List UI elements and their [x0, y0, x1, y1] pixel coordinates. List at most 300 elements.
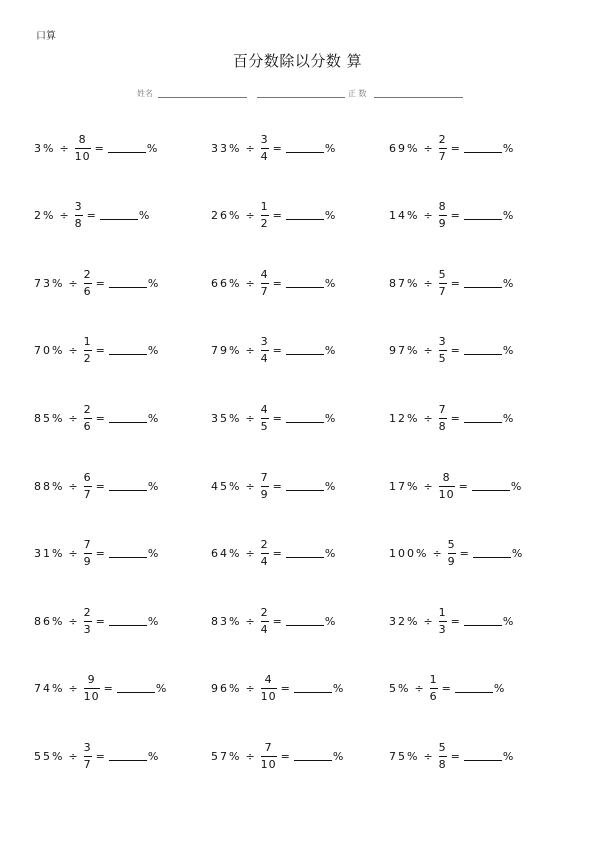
equals-sign: =: [441, 682, 451, 696]
equals-sign: =: [450, 344, 460, 358]
fraction-denominator: 2: [260, 217, 269, 231]
fraction-numerator: 4: [260, 402, 269, 416]
percent-sign: %: [324, 411, 336, 425]
percent-value: 69%: [389, 141, 420, 155]
percent-sign: %: [147, 411, 159, 425]
fraction-numerator: 4: [264, 673, 273, 687]
fraction-numerator: 1: [438, 605, 447, 619]
problem-item: [389, 128, 513, 168]
percent-sign: %: [138, 209, 150, 223]
answer-blank[interactable]: [108, 152, 146, 153]
problem-item: [34, 669, 166, 709]
fraction: [439, 133, 447, 164]
fraction-numerator: 3: [260, 335, 269, 349]
problem-item: [211, 466, 335, 506]
equals-sign: =: [272, 547, 282, 561]
fraction-bar: [448, 553, 456, 554]
answer-blank[interactable]: [117, 692, 155, 693]
fraction-denominator: 8: [74, 217, 83, 231]
percent-sign: %: [511, 547, 523, 561]
fraction-bar: [261, 418, 269, 419]
fraction-bar: [430, 688, 438, 689]
answer-blank[interactable]: [464, 287, 502, 288]
fraction-bar: [261, 215, 269, 216]
answer-blank[interactable]: [464, 219, 502, 220]
fraction-numerator: 7: [260, 470, 269, 484]
divide-sign: ÷: [68, 411, 78, 425]
fraction-bar: [84, 553, 92, 554]
answer-blank[interactable]: [286, 557, 324, 558]
fraction-bar: [261, 553, 269, 554]
percent-sign: %: [147, 547, 159, 561]
percent-value: 45%: [211, 479, 242, 493]
answer-blank[interactable]: [464, 422, 502, 423]
fraction-bar: [75, 215, 83, 216]
percent-sign: %: [147, 749, 159, 763]
divide-sign: ÷: [68, 749, 78, 763]
divide-sign: ÷: [59, 209, 69, 223]
percent-value: 32%: [389, 614, 420, 628]
percent-value: 86%: [34, 614, 65, 628]
fraction: [261, 335, 269, 366]
fraction-numerator: 5: [438, 267, 447, 281]
date-line[interactable]: [257, 97, 345, 98]
percent-sign: %: [332, 682, 344, 696]
divide-sign: ÷: [423, 276, 433, 290]
equals-sign: =: [459, 547, 469, 561]
percent-sign: %: [502, 749, 514, 763]
fraction: [439, 335, 447, 366]
problem-item: [34, 263, 158, 303]
answer-blank[interactable]: [109, 287, 147, 288]
fraction-bar: [439, 756, 447, 757]
fraction: [261, 673, 277, 704]
percent-sign: %: [147, 276, 159, 290]
fraction-bar: [261, 756, 277, 757]
fraction-denominator: 7: [83, 757, 92, 771]
fraction: [84, 403, 92, 434]
page-title: 百分数除以分数 算: [232, 52, 363, 70]
percent-value: 35%: [211, 411, 242, 425]
fraction-denominator: 10: [260, 690, 277, 704]
equals-sign: =: [86, 209, 96, 223]
fraction: [84, 335, 92, 366]
problem-item: [211, 534, 335, 574]
answer-blank[interactable]: [109, 760, 147, 761]
equals-sign: =: [94, 141, 104, 155]
percent-sign: %: [324, 141, 336, 155]
fraction-bar: [261, 486, 269, 487]
divide-sign: ÷: [68, 682, 78, 696]
problem-item: [389, 331, 513, 371]
fraction-numerator: 6: [83, 470, 92, 484]
fraction-numerator: 3: [83, 740, 92, 754]
fraction-numerator: 7: [83, 538, 92, 552]
problem-item: [389, 534, 522, 574]
percent-value: 83%: [211, 614, 242, 628]
equals-sign: =: [103, 682, 113, 696]
divide-sign: ÷: [245, 749, 255, 763]
answer-blank[interactable]: [464, 760, 502, 761]
answer-blank[interactable]: [286, 490, 324, 491]
percent-value: 73%: [34, 276, 65, 290]
name-line[interactable]: [158, 97, 247, 98]
fraction: [439, 606, 447, 637]
correct-count-label: 正 数: [348, 89, 367, 98]
percent-value: 85%: [34, 411, 65, 425]
fraction-numerator: 5: [438, 740, 447, 754]
divide-sign: ÷: [68, 479, 78, 493]
percent-value: 12%: [389, 411, 420, 425]
fraction-numerator: 8: [438, 200, 447, 214]
percent-sign: %: [324, 547, 336, 561]
fraction-denominator: 10: [83, 690, 100, 704]
percent-value: 26%: [211, 209, 242, 223]
fraction-denominator: 10: [260, 757, 277, 771]
percent-sign: %: [147, 344, 159, 358]
problem-item: [34, 196, 149, 236]
percent-sign: %: [146, 141, 158, 155]
divide-sign: ÷: [245, 479, 255, 493]
equals-sign: =: [95, 749, 105, 763]
percent-sign: %: [502, 614, 514, 628]
fraction: [261, 403, 269, 434]
correct-count-line[interactable]: [374, 97, 463, 98]
divide-sign: ÷: [423, 344, 433, 358]
fraction: [261, 606, 269, 637]
answer-blank[interactable]: [109, 557, 147, 558]
fraction-bar: [261, 350, 269, 351]
percent-sign: %: [324, 344, 336, 358]
fraction-numerator: 1: [83, 335, 92, 349]
fraction: [261, 133, 269, 164]
fraction: [84, 606, 92, 637]
fraction-bar: [261, 688, 277, 689]
percent-sign: %: [502, 344, 514, 358]
equals-sign: =: [450, 209, 460, 223]
fraction-denominator: 7: [83, 487, 92, 501]
problem-item: [34, 534, 158, 574]
fraction: [261, 741, 277, 772]
fraction-denominator: 6: [83, 284, 92, 298]
equals-sign: =: [272, 209, 282, 223]
problem-item: [211, 263, 335, 303]
fraction-numerator: 2: [83, 402, 92, 416]
percent-value: 55%: [34, 749, 65, 763]
percent-value: 64%: [211, 547, 242, 561]
problem-item: [389, 263, 513, 303]
answer-blank[interactable]: [464, 354, 502, 355]
fraction-denominator: 9: [260, 487, 269, 501]
equals-sign: =: [280, 749, 290, 763]
divide-sign: ÷: [423, 209, 433, 223]
fraction: [261, 200, 269, 231]
fraction-bar: [84, 283, 92, 284]
percent-value: 97%: [389, 344, 420, 358]
problem-item: [389, 601, 513, 641]
fraction-denominator: 5: [438, 352, 447, 366]
percent-value: 66%: [211, 276, 242, 290]
answer-blank[interactable]: [286, 422, 324, 423]
equals-sign: =: [450, 276, 460, 290]
problem-item: [34, 331, 158, 371]
divide-sign: ÷: [423, 614, 433, 628]
percent-sign: %: [324, 479, 336, 493]
equals-sign: =: [450, 614, 460, 628]
fraction: [75, 200, 83, 231]
divide-sign: ÷: [59, 141, 69, 155]
percent-sign: %: [502, 209, 514, 223]
answer-blank[interactable]: [286, 625, 324, 626]
divide-sign: ÷: [423, 749, 433, 763]
answer-blank[interactable]: [455, 692, 493, 693]
divide-sign: ÷: [68, 614, 78, 628]
equals-sign: =: [272, 344, 282, 358]
percent-sign: %: [332, 749, 344, 763]
fraction-numerator: 8: [442, 470, 451, 484]
fraction-numerator: 8: [78, 132, 87, 146]
fraction-denominator: 4: [260, 555, 269, 569]
problem-item: [389, 736, 513, 776]
problem-item: [211, 601, 335, 641]
problem-item: [34, 466, 158, 506]
fraction: [439, 200, 447, 231]
fraction-bar: [261, 283, 269, 284]
fraction-denominator: 9: [438, 217, 447, 231]
divide-sign: ÷: [423, 479, 433, 493]
fraction-denominator: 9: [83, 555, 92, 569]
answer-blank[interactable]: [464, 625, 502, 626]
fraction: [84, 471, 92, 502]
equals-sign: =: [95, 344, 105, 358]
fraction-numerator: 9: [87, 673, 96, 687]
divide-sign: ÷: [68, 276, 78, 290]
equals-sign: =: [450, 749, 460, 763]
fraction-numerator: 2: [438, 132, 447, 146]
problem-item: [211, 669, 343, 709]
percent-sign: %: [147, 614, 159, 628]
percent-value: 14%: [389, 209, 420, 223]
fraction-bar: [84, 418, 92, 419]
fraction: [439, 471, 455, 502]
percent-sign: %: [324, 614, 336, 628]
percent-value: 96%: [211, 682, 242, 696]
fraction: [261, 268, 269, 299]
fraction: [261, 538, 269, 569]
answer-blank[interactable]: [109, 422, 147, 423]
equals-sign: =: [272, 479, 282, 493]
fraction-bar: [261, 148, 269, 149]
fraction: [84, 673, 100, 704]
fraction-bar: [439, 148, 447, 149]
problem-item: [211, 331, 335, 371]
divide-sign: ÷: [245, 547, 255, 561]
fraction-numerator: 2: [260, 605, 269, 619]
percent-value: 87%: [389, 276, 420, 290]
answer-blank[interactable]: [109, 625, 147, 626]
percent-sign: %: [510, 479, 522, 493]
answer-blank[interactable]: [286, 287, 324, 288]
percent-sign: %: [324, 276, 336, 290]
fraction: [84, 538, 92, 569]
answer-blank[interactable]: [464, 152, 502, 153]
divide-sign: ÷: [68, 547, 78, 561]
fraction-bar: [439, 621, 447, 622]
divide-sign: ÷: [423, 411, 433, 425]
answer-blank[interactable]: [286, 152, 324, 153]
fraction-denominator: 10: [438, 487, 455, 501]
fraction-denominator: 10: [74, 149, 91, 163]
fraction-denominator: 3: [83, 622, 92, 636]
answer-blank[interactable]: [109, 490, 147, 491]
fraction-bar: [439, 283, 447, 284]
problem-item: [211, 398, 335, 438]
fraction: [448, 538, 456, 569]
fraction-denominator: 6: [429, 690, 438, 704]
fraction-bar: [439, 486, 455, 487]
answer-blank[interactable]: [286, 219, 324, 220]
fraction: [439, 403, 447, 434]
fraction-numerator: 3: [438, 335, 447, 349]
fraction-bar: [75, 148, 91, 149]
fraction: [430, 673, 438, 704]
equals-sign: =: [458, 479, 468, 493]
answer-blank[interactable]: [473, 557, 511, 558]
problem-item: [389, 466, 521, 506]
fraction-bar: [439, 350, 447, 351]
equals-sign: =: [272, 276, 282, 290]
percent-sign: %: [147, 479, 159, 493]
fraction-bar: [261, 621, 269, 622]
fraction-denominator: 9: [447, 555, 456, 569]
fraction-bar: [439, 418, 447, 419]
percent-value: 2%: [34, 209, 56, 223]
fraction-numerator: 4: [260, 267, 269, 281]
problem-item: [34, 736, 158, 776]
equals-sign: =: [95, 614, 105, 628]
fraction-numerator: 1: [260, 200, 269, 214]
fraction-bar: [439, 215, 447, 216]
fraction-denominator: 4: [260, 149, 269, 163]
equals-sign: =: [272, 411, 282, 425]
percent-value: 57%: [211, 749, 242, 763]
fraction-numerator: 5: [447, 538, 456, 552]
fraction-numerator: 2: [260, 538, 269, 552]
answer-blank[interactable]: [294, 760, 332, 761]
percent-value: 5%: [389, 682, 411, 696]
fraction-denominator: 7: [438, 284, 447, 298]
fraction: [75, 133, 91, 164]
fraction: [261, 471, 269, 502]
fraction: [439, 741, 447, 772]
fraction: [439, 268, 447, 299]
fraction-numerator: 2: [83, 267, 92, 281]
equals-sign: =: [450, 411, 460, 425]
percent-sign: %: [493, 682, 505, 696]
fraction-numerator: 7: [438, 402, 447, 416]
problem-item: [211, 196, 335, 236]
equals-sign: =: [95, 411, 105, 425]
answer-blank[interactable]: [472, 490, 510, 491]
divide-sign: ÷: [245, 141, 255, 155]
problem-item: [34, 398, 158, 438]
answer-blank[interactable]: [109, 354, 147, 355]
fraction-denominator: 7: [438, 149, 447, 163]
answer-blank[interactable]: [100, 219, 138, 220]
percent-sign: %: [502, 411, 514, 425]
problem-item: [34, 128, 157, 168]
fraction-bar: [84, 350, 92, 351]
percent-value: 79%: [211, 344, 242, 358]
problem-item: [389, 196, 513, 236]
percent-sign: %: [155, 682, 167, 696]
divide-sign: ÷: [245, 682, 255, 696]
equals-sign: =: [272, 141, 282, 155]
percent-sign: %: [502, 141, 514, 155]
equals-sign: =: [95, 479, 105, 493]
percent-sign: %: [502, 276, 514, 290]
percent-value: 70%: [34, 344, 65, 358]
equals-sign: =: [280, 682, 290, 696]
problem-item: [34, 601, 158, 641]
percent-value: 17%: [389, 479, 420, 493]
fraction-denominator: 8: [438, 419, 447, 433]
percent-value: 74%: [34, 682, 65, 696]
fraction: [84, 268, 92, 299]
divide-sign: ÷: [245, 411, 255, 425]
percent-value: 75%: [389, 749, 420, 763]
percent-value: 33%: [211, 141, 242, 155]
divide-sign: ÷: [245, 209, 255, 223]
fraction-bar: [84, 688, 100, 689]
fraction: [84, 741, 92, 772]
percent-value: 31%: [34, 547, 65, 561]
problem-item: [389, 669, 504, 709]
corner-label: 口算: [36, 31, 56, 42]
divide-sign: ÷: [432, 547, 442, 561]
fraction-numerator: 7: [264, 740, 273, 754]
divide-sign: ÷: [414, 682, 424, 696]
fraction-bar: [84, 756, 92, 757]
fraction-numerator: 3: [74, 200, 83, 214]
answer-blank[interactable]: [294, 692, 332, 693]
fraction-bar: [84, 486, 92, 487]
fraction-denominator: 8: [438, 757, 447, 771]
equals-sign: =: [95, 547, 105, 561]
percent-value: 100%: [389, 547, 429, 561]
fraction-numerator: 3: [260, 132, 269, 146]
name-label: 姓名: [137, 89, 153, 98]
fraction-numerator: 2: [83, 605, 92, 619]
answer-blank[interactable]: [286, 354, 324, 355]
fraction-denominator: 4: [260, 622, 269, 636]
percent-sign: %: [324, 209, 336, 223]
fraction-denominator: 5: [260, 419, 269, 433]
equals-sign: =: [450, 141, 460, 155]
equals-sign: =: [272, 614, 282, 628]
problem-item: [211, 128, 335, 168]
problem-item: [211, 736, 343, 776]
fraction-bar: [84, 621, 92, 622]
divide-sign: ÷: [245, 614, 255, 628]
fraction-denominator: 4: [260, 352, 269, 366]
fraction-denominator: 6: [83, 419, 92, 433]
fraction-denominator: 3: [438, 622, 447, 636]
divide-sign: ÷: [245, 276, 255, 290]
divide-sign: ÷: [423, 141, 433, 155]
fraction-denominator: 2: [83, 352, 92, 366]
percent-value: 88%: [34, 479, 65, 493]
